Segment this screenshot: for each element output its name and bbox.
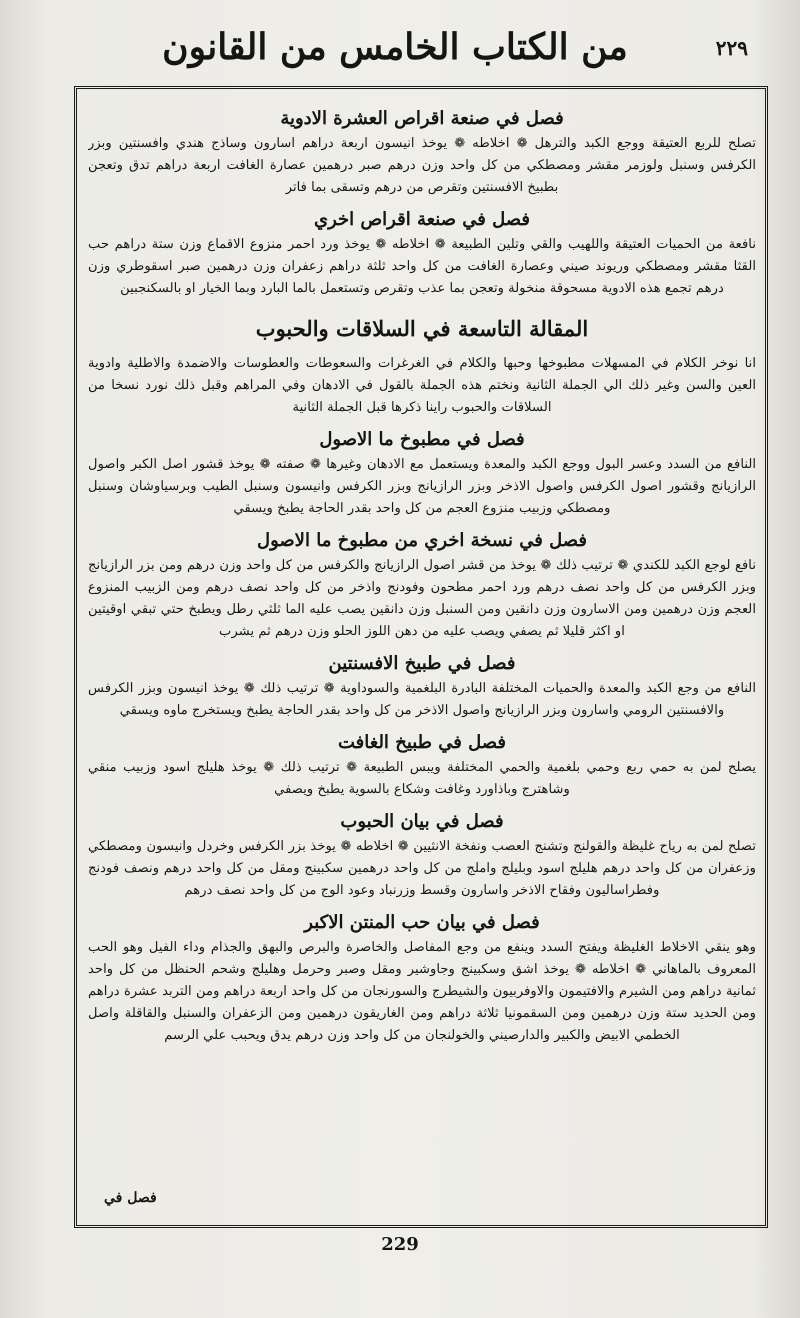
section [88,530,756,643]
section-title: فصل في بيان حب المنتن الاكبر [304,912,540,933]
section-title: فصل في بيان الحبوب [340,811,504,832]
section-text: تصلح لمن به رياح غليظة والقولنج وتشنج العصب ونفخة الانثيين ❁ اخلاطه ❁ يوخذ بزر الكرفس وخردل وانيسون ومصطكي وزعفران من كل واحد درهم هليلج اسود وبليلج واملج من كل واحد درهمين سكبينج ومقل من كل واحد درهم ونصف فودنج وفطراساليون وفقاح الاذخر واسارون وقسط وزرنباد وعود الوج من كل واحد نصف درهم [88,839,756,898]
running-title: من الكتاب الخامس من القانون [162,26,628,68]
section [88,732,756,801]
section [88,912,756,1047]
section-title: فصل في صنعة اقراص اخري [313,209,531,230]
header-page-number: ٢٢٩ [715,36,748,60]
section-title: فصل في طبيخ الافسنتين [328,653,516,674]
section-title: فصل في صنعة اقراص العشرة الادوية [280,108,564,129]
section-title: فصل في مطبوخ ما الاصول [319,429,525,450]
section-text: نافعة من الحميات العتيقة واللهيب والقي وتلين الطبيعة ❁ اخلاطه ❁ يوخذ ورد احمر منزوع الاقماع وزن ستة دراهم حب القثا مقشر ومصطكي وريوند صيني وعصارة الغافت من كل واحد ثلثة دراهم زعفران وزن درهمين صبر اسقوطري وزن درهم تجمع هذه الادوية مسحوقة منخولة وتعجن بما عذب وتقرص وتستعمل بالما البارد وبما الخيار او بالسكنجبين [88,237,756,296]
section [88,653,756,722]
section-text: يصلح لمن به حمي ربع وحمي بلغمية والحمي المختلفة ويبس الطبيعة ❁ ترتيب ذلك ❁ يوخذ هليلج اسود وزبيب منقي وشاهترج وباذاورد وغافت وشكاع بالسوية يطبخ ويصفي [88,760,756,797]
section-title: فصل في نسخة اخري من مطبوخ ما الاصول [257,530,587,551]
section-text: تصلح للربع العتيقة ووجع الكبد والترهل ❁ اخلاطه ❁ يوخذ انيسون اربعة دراهم اسارون وساذج هندي وافسنتين وبزر الكرفس وسنبل ولوزمر مقشر ومصطكي من كل واحد وزن درهم صبر درهمين عصارة الغافت اربعة دراهم تدق وتعجن بطبيخ الافسنتين وتقرص من درهم وتسقى بما فاتر [88,136,756,195]
section-title: فصل في طبيخ الغافت [338,732,506,753]
section [88,429,756,520]
catchword: فصل في [104,1190,157,1206]
section [88,108,756,199]
section [88,316,756,419]
page-header [60,22,748,90]
section [88,811,756,902]
section-text: النافع من السدد وعسر البول ووجع الكبد والمعدة ويستعمل مع الادهان وغيرها ❁ صفته ❁ يوخذ قشور اصل الكبر واصول الرازيانج وقشور اصول الكرفس واصول الاذخر وبزر الرازيانج وبزر الكرفس وانيسون وسنبل الطيب وبرسياوشان وسنبل ومصطكي وزبيب منزوع العجم من كل واحد بقدر الحاجة يطبخ ويسقي [88,457,756,516]
section-text: انا نوخر الكلام في المسهلات مطبوخها وحبها والكلام في الغرغرات والسعوطات والعطوسات والاضمدة والاطلية وادوية العين والسن وغير ذلك الي الجملة الثانية ونختم هذه الجملة بالقول في الادهان وفي المراهم وقبل ذلك نورد نسخا من السلاقات والحبوب راينا ذكرها قبل الجملة الثانية [88,356,756,415]
text-body [88,100,756,1220]
section-text: النافع من وجع الكبد والمعدة والحميات المختلفة البادرة البلغمية والسوداوية ❁ ترتيب ذلك ❁ يوخذ انيسون وبزر الكرفس والافسنتين الرومي واسارون وبزر الرازيانج واصول الاذخر من كل واحد بقدر الحاجة يطبخ ويستخرج ماوه ويسقي [88,681,756,718]
section [88,209,756,300]
chapter-title: المقالة التاسعة في السلاقات والحبوب [255,316,589,341]
section-text: نافع لوجع الكبد للكندي ❁ ترتيب ذلك ❁ يوخذ من قشر اصول الرازيانج والكرفس من كل واحد وزن درهم ومن بزر الرازيانج وبزر الكرفس من كل واحد نصف درهم ورد احمر مطحون وفودنج واذخر من كل واحد نصف درهم ومن الزبيب المنزوع العجم وزن درهمين ومن الاسارون وزن دانقين ومن السنبل وزن دانقين يصب عليه الما ثلثي رطل ويطبخ حتي تبقي اوقيتين او اكثر قليلا ثم يصفي ويصب عليه من دهن اللوز الحلو وزن درهم ثم يشرب [88,558,756,639]
footer-page-number: 229 [381,1234,419,1255]
section-text: وهو ينقي الاخلاط الغليظة ويفتح السدد وينفع من وجع المفاصل والخاصرة والبرص والبهق والجذام وداء الفيل وهو الحب المعروف بالماهاني ❁ اخلاطه ❁ يوخذ اشق وسكبينج وجاوشير ومقل وصبر وحرمل وهليلج وشحم الحنظل من كل واحد ثمانية دراهم ومن الشيرم والافتيمون والاوفربيون والشيطرج والسورنجان من كل واحد اربعة دراهم ومن التربد عشرة دراهم ومن الحديد ستة وزن درهمين ومن السقمونيا ثلاثة دراهم ومن الغاريقون درهمين ومن الزعفران والسنبل والقاقلة واصل الخطمي الابيض والكبير والدارصيني والخولنجان من كل واحد وزن درهم يدق ويحبب علي الرسم [88,940,756,1043]
